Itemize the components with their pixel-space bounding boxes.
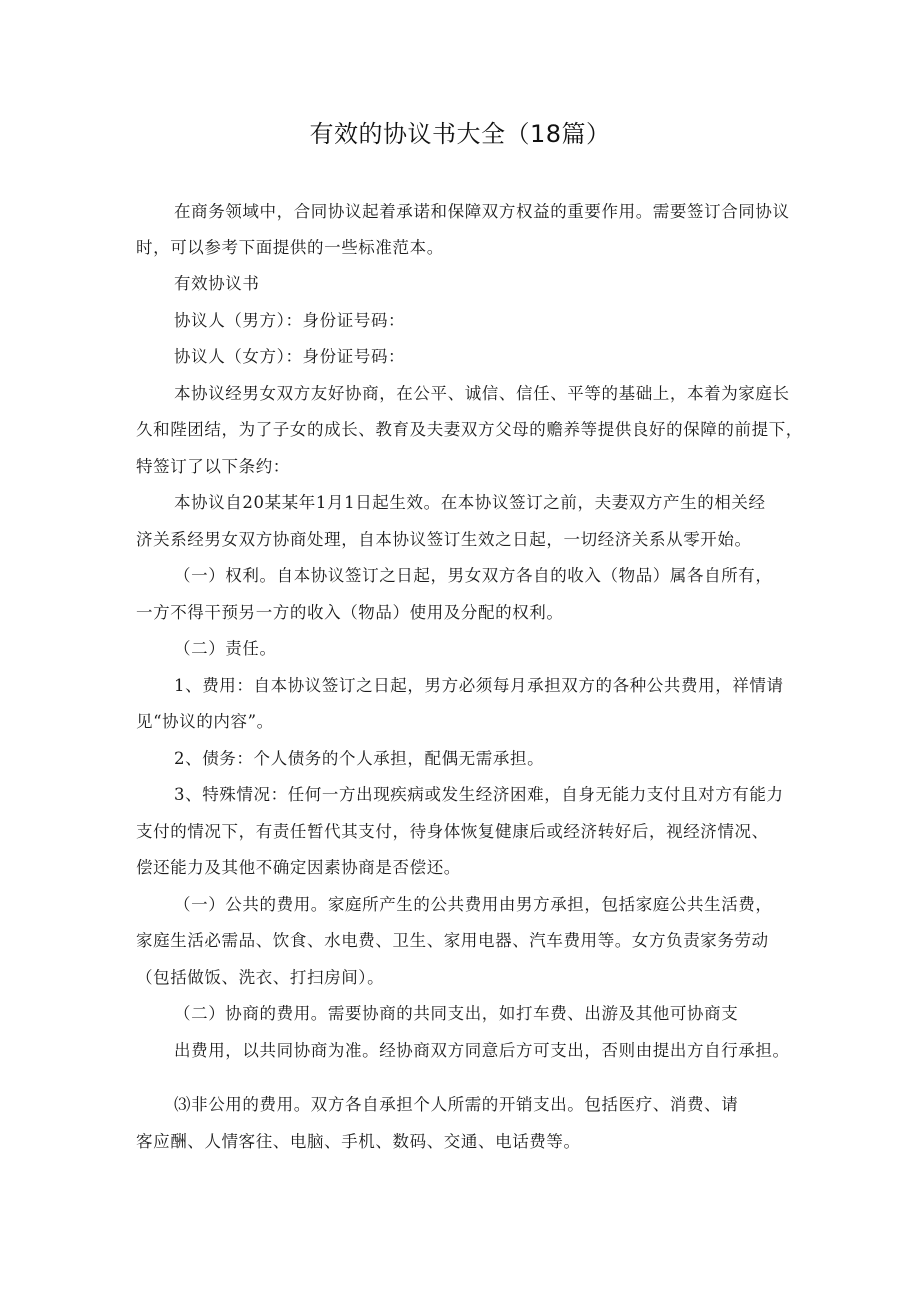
paragraph-line: 客应酬、人情客往、电脑、手机、数码、交通、电话费等。 [136,1132,581,1151]
paragraph-line: 2、债务：个人债务的个人承担，配偶无需承担。 [174,749,545,768]
paragraph-line: （一）公共的费用。家庭所产生的公共费用由男方承担，包括家庭公共生活费， [174,895,773,914]
paragraph-line: 偿还能力及其他不确定因素协商是否偿还。 [136,858,461,877]
paragraph-line: 有效协议书 [174,274,260,293]
paragraph-line: 济关系经男女双方协商处理，自本协议签订生效之日起，一切经济关系从零开始。 [136,530,752,549]
paragraph-line: 见“协议的内容”。 [136,712,274,731]
document-title: 有效的协议书大全（18篇） [309,120,611,148]
paragraph-line: 1、费用：自本协议签订之日起，男方必须每月承担双方的各种公共费用，祥情请 [174,676,784,695]
paragraph-line: 3、特殊情况：任何一方出现疾病或发生经济困难，自身无能力支付且对方有能力 [174,785,784,804]
paragraph-line: 协议人（女方）：身份证号码： [174,347,406,366]
paragraph-line: 家庭生活必需品、饮食、水电费、卫生、家用电器、汽车费用等。女方负责家务劳动 [136,931,769,950]
paragraph-line: （包括做饭、洗衣、打扫房间）。 [136,968,385,987]
paragraph-line: （二）协商的费用。需要协商的共同支出，如打车费、出游及其他可协商支 [174,1004,739,1023]
paragraph-line: 久和陛团结，为了子女的成长、教育及夫妻双方父母的赡养等提供良好的保障的前提下， [136,420,803,439]
paragraph-line: 支付的情况下，有责任暂代其支付，待身体恢复健康后或经济转好后，视经济情况、 [136,822,769,841]
paragraph-line: 时，可以参考下面提供的一些标准范本。 [136,238,444,257]
paragraph-line: ⑶非公用的费用。双方各自承担个人所需的开销支出。包括医疗、消费、请 [174,1095,739,1114]
paragraph-line: （二）责任。 [174,639,277,658]
paragraph-line: 在商务领域中，合同协议起着承诺和保障双方权益的重要作用。需要签订合同协议 [174,202,790,221]
paragraph-line: 出费用，以共同协商为准。经协商双方同意后方可支出，否则由提出方自行承担。 [174,1041,790,1060]
paragraph-line: 本协议经男女双方友好协商，在公平、诚信、信任、平等的基础上，本着为家庭长 [174,384,790,403]
paragraph-line: （一）权利。自本协议签订之日起，男女双方各自的收入（物品）属各自所有， [174,566,773,585]
paragraph-line: 本协议自20某某年1月1日起生效。在本协议签订之前，夫妻双方产生的相关经 [174,493,766,512]
paragraph-line: 一方不得干预另一方的收入（物品）使用及分配的权利。 [136,603,564,622]
paragraph-line: 特签订了以下条约： [136,457,290,476]
paragraph-line: 协议人（男方）：身份证号码： [174,311,406,330]
